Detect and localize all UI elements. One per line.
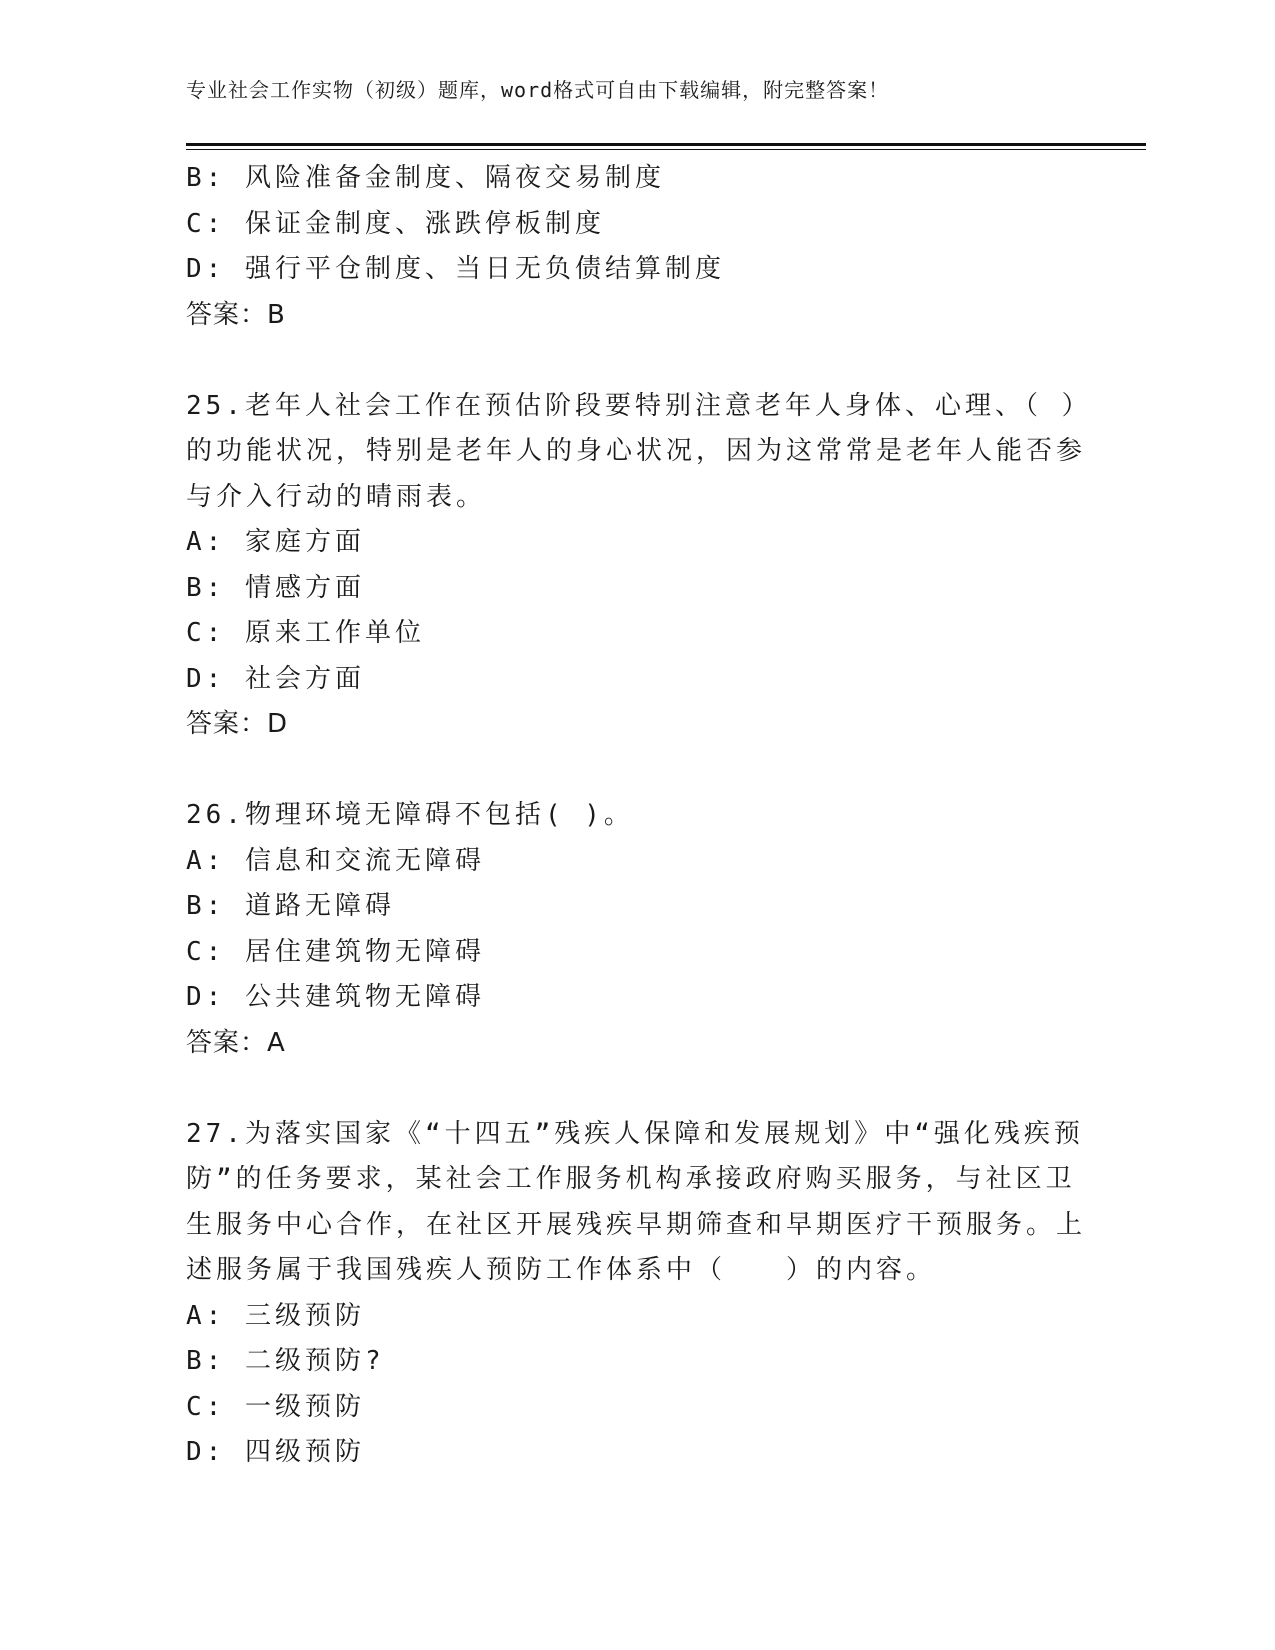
- answer-line: [186, 1021, 1086, 1067]
- header-rule-thick: [186, 143, 1146, 146]
- option-c: C: 一级预防: [186, 1391, 365, 1422]
- option-d: D: 四级预防: [186, 1437, 365, 1467]
- option-c: C: 居住建筑物无障碍: [186, 936, 485, 967]
- question-text-line: 与介入行动的晴雨表。: [186, 481, 487, 512]
- page-header: 专业社会工作实物（初级）题库，word格式可自由下载编辑，附完整答案！: [186, 78, 890, 102]
- option-b: B: 二级预防?: [186, 1346, 385, 1376]
- option-a: A: 家庭方面: [186, 527, 365, 557]
- answer-label: 答案：: [186, 299, 268, 330]
- question-text-line: 的功能状况，特别是老年人的身心状况，因为这常常是老年人能否参: [186, 436, 1087, 466]
- prev-question: [186, 156, 1086, 338]
- option-a: A: 三级预防: [186, 1300, 365, 1331]
- option-b: B: 道路无障碍: [186, 891, 395, 921]
- question-25: [186, 384, 1092, 748]
- option-b: B: 情感方面: [186, 572, 365, 603]
- option-d: D: 社会方面: [186, 663, 365, 694]
- option-c: C: 保证金制度、涨跌停板制度: [186, 208, 605, 239]
- question-26: [186, 793, 1086, 1066]
- option-d: D: 公共建筑物无障碍: [186, 982, 485, 1012]
- answer-label: 答案：: [186, 1027, 268, 1058]
- question-text-line: 26.物理环境无障碍不包括( )。: [186, 800, 634, 830]
- option-b: B: 风险准备金制度、隔夜交易制度: [186, 163, 665, 193]
- option-a: A: 信息和交流无障碍: [186, 845, 485, 876]
- question-text-line: 防”的任务要求，某社会工作服务机构承接政府购买服务，与社区卫: [186, 1164, 1076, 1194]
- answer-label: 答案：: [186, 709, 268, 739]
- header-rule-thin: [186, 149, 1146, 150]
- answer-value: B: [267, 299, 286, 330]
- option-d: D: 强行平仓制度、当日无负债结算制度: [186, 254, 725, 284]
- question-text-line: 27.为落实国家《“十四五”残疾人保障和发展规划》中“强化残疾预: [186, 1118, 1084, 1149]
- answer-value: D: [267, 709, 289, 739]
- answer-line: [186, 293, 1086, 339]
- spacer: [186, 1066, 1086, 1112]
- answer-line: [186, 702, 1086, 748]
- spacer: [186, 748, 1086, 794]
- spacer: [186, 338, 1086, 384]
- question-content: [186, 156, 1092, 1476]
- question-text-line: 25.老年人社会工作在预估阶段要特别注意老年人身体、心理、（ ）: [186, 390, 1092, 421]
- question-text-line: 生服务中心合作，在社区开展残疾早期筛查和早期医疗干预服务。上: [186, 1209, 1087, 1240]
- answer-value: A: [267, 1027, 286, 1058]
- option-c: C: 原来工作单位: [186, 618, 425, 648]
- question-27: [186, 1112, 1086, 1476]
- question-text-line: 述服务属于我国残疾人预防工作体系中（ ）的内容。: [186, 1255, 937, 1285]
